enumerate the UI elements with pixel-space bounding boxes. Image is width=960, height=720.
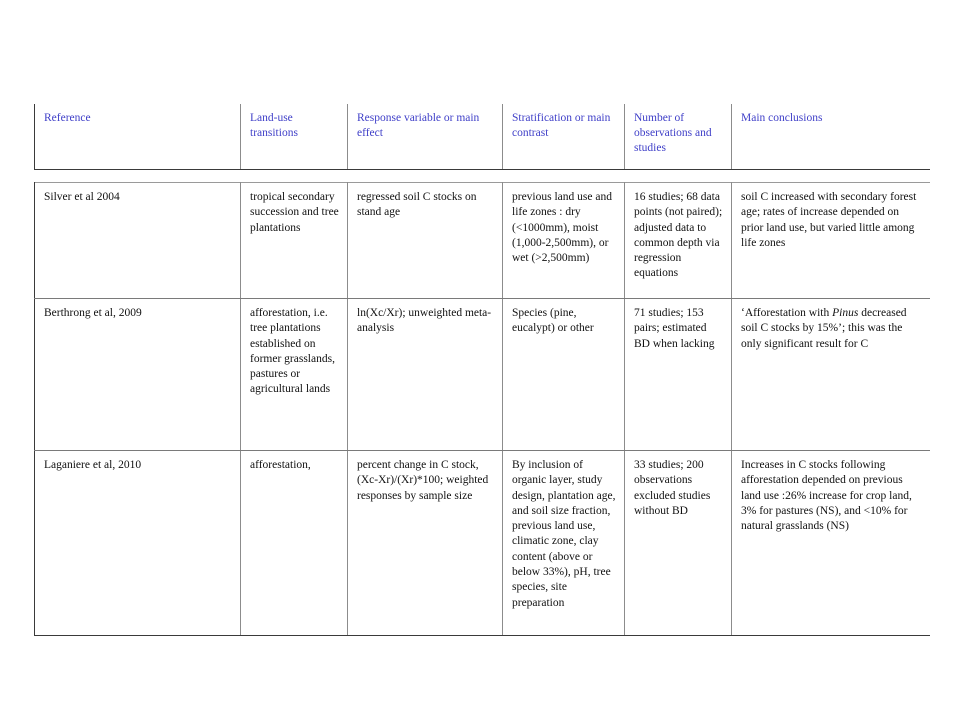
conclusions-text-start: ‘Afforestation with bbox=[741, 307, 833, 319]
cell-reference: Silver et al 2004 bbox=[35, 183, 241, 299]
cell-response: ln(Xc/Xr); unweighted meta-analysis bbox=[348, 299, 503, 451]
cell-stratification: Species (pine, eucalypt) or other bbox=[503, 299, 625, 451]
table-header bbox=[34, 104, 930, 170]
cell-stratification: By inclusion of organic layer, study design, plantation age, and soil size fraction, previous land use, climatic zone, clay content (above or below 33%), pH, tree species, site preparation bbox=[503, 451, 625, 636]
cell-conclusions: soil C increased with secondary forest age; rates of increase depended on prior land use, but varied little among life zones bbox=[732, 183, 930, 299]
cell-response: regressed soil C stocks on stand age bbox=[348, 183, 503, 299]
cell-observations: 33 studies; 200 observations excluded studies without BD bbox=[625, 451, 732, 636]
cell-transitions: afforestation, bbox=[241, 451, 348, 636]
cell-transitions: tropical secondary succession and tree plantations bbox=[241, 183, 348, 299]
header-row bbox=[35, 104, 930, 170]
cell-stratification: previous land use and life zones : dry (<1000mm), moist (1,000-2,500mm), or wet (>2,500mm) bbox=[503, 183, 625, 299]
cell-reference: Berthrong et al, 2009 bbox=[35, 299, 241, 451]
cell-transitions: afforestation, i.e. tree plantations established on former grasslands, pastures or agricultural lands bbox=[241, 299, 348, 451]
conclusions-text-italic: Pinus bbox=[832, 307, 859, 319]
header-observations: Number of observations and studies bbox=[625, 104, 732, 170]
header-land-use-transitions: Land-use transitions bbox=[241, 104, 348, 170]
conclusions-text-end: decreased soil C stocks by 15%’; this was the only significant result for C bbox=[741, 307, 907, 350]
table-body bbox=[34, 182, 930, 636]
cell-observations: 71 studies; 153 pairs; estimated BD when lacking bbox=[625, 299, 732, 451]
table-row bbox=[35, 299, 930, 451]
table-row bbox=[35, 183, 930, 299]
cell-response: percent change in C stock, (Xc-Xr)/(Xr)*100; weighted responses by sample size bbox=[348, 451, 503, 636]
header-stratification: Stratification or main contrast bbox=[503, 104, 625, 170]
header-response-variable: Response variable or main effect bbox=[348, 104, 503, 170]
table-row bbox=[35, 451, 930, 636]
cell-conclusions: Increases in C stocks following afforestation depended on previous land use :26% increase for crop land, 3% for pastures (NS), and <10% for natural grasslands (NS) bbox=[732, 451, 930, 636]
header-main-conclusions: Main conclusions bbox=[732, 104, 930, 170]
cell-reference: Laganiere et al, 2010 bbox=[35, 451, 241, 636]
header-reference: Reference bbox=[35, 104, 241, 170]
cell-observations: 16 studies; 68 data points (not paired); adjusted data to common depth via regression equations bbox=[625, 183, 732, 299]
cell-conclusions bbox=[732, 299, 930, 451]
